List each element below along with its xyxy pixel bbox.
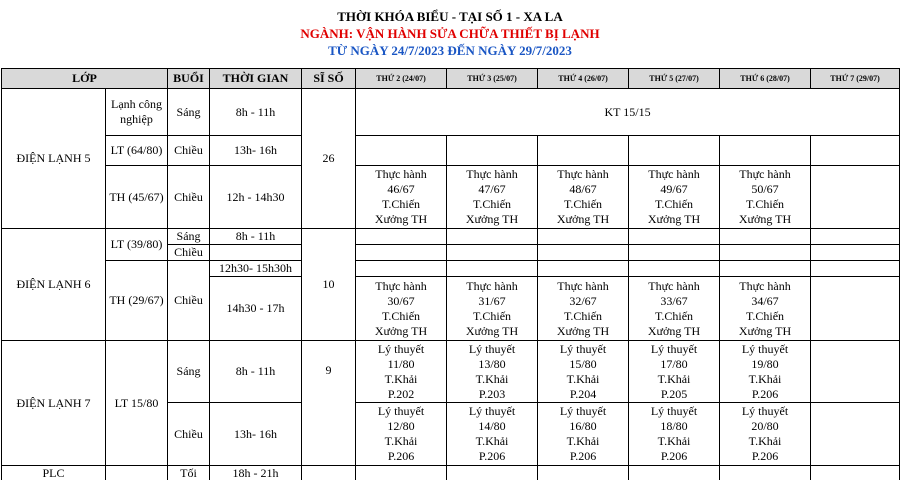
schedule-cell: Thực hành 30/67 T.Chiến Xưởng TH — [356, 277, 447, 341]
size-cell: 10 — [302, 229, 356, 341]
time-cell: 12h30- 15h30h — [210, 261, 302, 277]
schedule-cell — [447, 466, 538, 480]
class-name: ĐIỆN LẠNH 5 — [2, 89, 106, 229]
session-cell: Chiều — [168, 245, 210, 261]
schedule-cell — [629, 229, 720, 245]
schedule-cell — [811, 277, 900, 341]
schedule-cell — [629, 261, 720, 277]
group-cell: TH (29/67) — [106, 261, 168, 341]
schedule-cell: Lý thuyết 13/80 T.Khải P.203 — [447, 341, 538, 403]
schedule-cell — [629, 245, 720, 261]
col-header-time: THỜI GIAN — [210, 69, 302, 89]
schedule-cell: Lý thuyết 11/80 T.Khải P.202 — [356, 341, 447, 403]
col-header-day: THỨ 4 (26/07) — [538, 69, 629, 89]
table-row — [2, 166, 900, 229]
schedule-cell — [811, 245, 900, 261]
schedule-cell — [720, 245, 811, 261]
schedule-cell: Thực hành 49/67 T.Chiến Xưởng TH — [629, 166, 720, 229]
time-cell: 12h - 14h30 — [210, 166, 302, 229]
exam-cell: KT 15/15 — [356, 89, 900, 136]
schedule-cell — [356, 245, 447, 261]
col-header-day: THỨ 7 (29/07) — [811, 69, 900, 89]
schedule-cell — [811, 166, 900, 229]
schedule-cell — [811, 261, 900, 277]
schedule-cell — [356, 136, 447, 166]
schedule-cell — [720, 466, 811, 480]
schedule-cell — [538, 245, 629, 261]
time-cell: 8h - 11h — [210, 341, 302, 403]
size-cell: 26 — [302, 89, 356, 229]
schedule-title: THỜI KHÓA BIỂU - TẠI SỐ 1 - XA LA — [337, 9, 563, 24]
schedule-cell: Lý thuyết 17/80 T.Khải P.205 — [629, 341, 720, 403]
schedule-cell: Thực hành 31/67 T.Chiến Xưởng TH — [447, 277, 538, 341]
schedule-cell — [538, 136, 629, 166]
time-cell: 13h- 16h — [210, 403, 302, 466]
schedule-cell — [811, 136, 900, 166]
schedule-cell: Lý thuyết 19/80 T.Khải P.206 — [720, 341, 811, 403]
class-name: ĐIỆN LẠNH 7 — [2, 341, 106, 466]
group-cell: LT (39/80) — [106, 229, 168, 261]
schedule-cell: Lý thuyết 15/80 T.Khải P.204 — [538, 341, 629, 403]
schedule-cell — [538, 261, 629, 277]
schedule-cell: Thực hành 48/67 T.Chiến Xưởng TH — [538, 166, 629, 229]
schedule-cell: Thực hành 33/67 T.Chiến Xưởng TH — [629, 277, 720, 341]
table-row — [2, 466, 900, 480]
session-cell: Tối — [168, 466, 210, 480]
session-cell: Chiều — [168, 261, 210, 341]
schedule-cell — [720, 136, 811, 166]
schedule-cell: Lý thuyết 20/80 T.Khải P.206 — [720, 403, 811, 466]
col-header-day: THỨ 6 (28/07) — [720, 69, 811, 89]
schedule-cell — [811, 341, 900, 403]
group-cell — [106, 466, 168, 480]
time-cell: 18h - 21h — [210, 466, 302, 480]
major-title: NGÀNH: VẬN HÀNH SỬA CHỮA THIẾT BỊ LẠNH — [300, 26, 600, 41]
time-cell: 14h30 - 17h — [210, 277, 302, 341]
schedule-cell: Thực hành 32/67 T.Chiến Xưởng TH — [538, 277, 629, 341]
schedule-cell: Lý thuyết 12/80 T.Khải P.206 — [356, 403, 447, 466]
col-header-size: SĨ SỐ — [302, 69, 356, 89]
group-cell: Lạnh công nghiệp — [106, 89, 168, 136]
time-cell — [210, 245, 302, 261]
table-row — [2, 136, 900, 166]
col-header-session: BUỔI — [168, 69, 210, 89]
schedule-cell: Thực hành 46/67 T.Chiến Xưởng TH — [356, 166, 447, 229]
header-row — [2, 69, 900, 89]
session-cell: Sáng — [168, 341, 210, 403]
time-cell: 8h - 11h — [210, 89, 302, 136]
schedule-cell — [356, 466, 447, 480]
col-header-class: LỚP — [2, 69, 168, 89]
session-cell: Chiều — [168, 166, 210, 229]
class-name: ĐIỆN LẠNH 6 — [2, 229, 106, 341]
schedule-cell: Thực hành 34/67 T.Chiến Xưởng TH — [720, 277, 811, 341]
schedule-cell — [720, 261, 811, 277]
schedule-cell — [447, 229, 538, 245]
time-cell: 8h - 11h — [210, 229, 302, 245]
session-cell: Sáng — [168, 229, 210, 245]
session-cell: Chiều — [168, 136, 210, 166]
col-header-day: THỨ 5 (27/07) — [629, 69, 720, 89]
size-cell: 9 — [302, 341, 356, 466]
schedule-cell — [356, 261, 447, 277]
col-header-day: THỨ 3 (25/07) — [447, 69, 538, 89]
table-row — [2, 261, 900, 277]
table-row — [2, 89, 900, 136]
schedule-cell — [447, 245, 538, 261]
session-cell: Chiều — [168, 403, 210, 466]
timetable — [1, 68, 900, 480]
class-name: PLC — [2, 466, 106, 480]
table-row — [2, 341, 900, 403]
schedule-cell — [356, 229, 447, 245]
schedule-cell — [538, 229, 629, 245]
schedule-cell — [538, 466, 629, 480]
date-range: TỪ NGÀY 24/7/2023 ĐẾN NGÀY 29/7/2023 — [328, 43, 572, 58]
schedule-cell — [447, 261, 538, 277]
schedule-cell: Lý thuyết 18/80 T.Khải P.206 — [629, 403, 720, 466]
schedule-cell — [811, 403, 900, 466]
group-cell: LT (64/80) — [106, 136, 168, 166]
schedule-cell — [811, 229, 900, 245]
schedule-cell — [629, 136, 720, 166]
schedule-cell: Thực hành 50/67 T.Chiến Xưởng TH — [720, 166, 811, 229]
schedule-cell: Lý thuyết 16/80 T.Khải P.206 — [538, 403, 629, 466]
group-cell: LT 15/80 — [106, 341, 168, 466]
schedule-cell: Lý thuyết 14/80 T.Khải P.206 — [447, 403, 538, 466]
size-cell — [302, 466, 356, 480]
schedule-cell — [811, 466, 900, 480]
schedule-cell: Thực hành 47/67 T.Chiến Xưởng TH — [447, 166, 538, 229]
group-cell: TH (45/67) — [106, 166, 168, 229]
schedule-cell — [720, 229, 811, 245]
col-header-day: THỨ 2 (24/07) — [356, 69, 447, 89]
schedule-cell — [629, 466, 720, 480]
schedule-cell — [447, 136, 538, 166]
session-cell: Sáng — [168, 89, 210, 136]
table-row — [2, 229, 900, 245]
time-cell: 13h- 16h — [210, 136, 302, 166]
